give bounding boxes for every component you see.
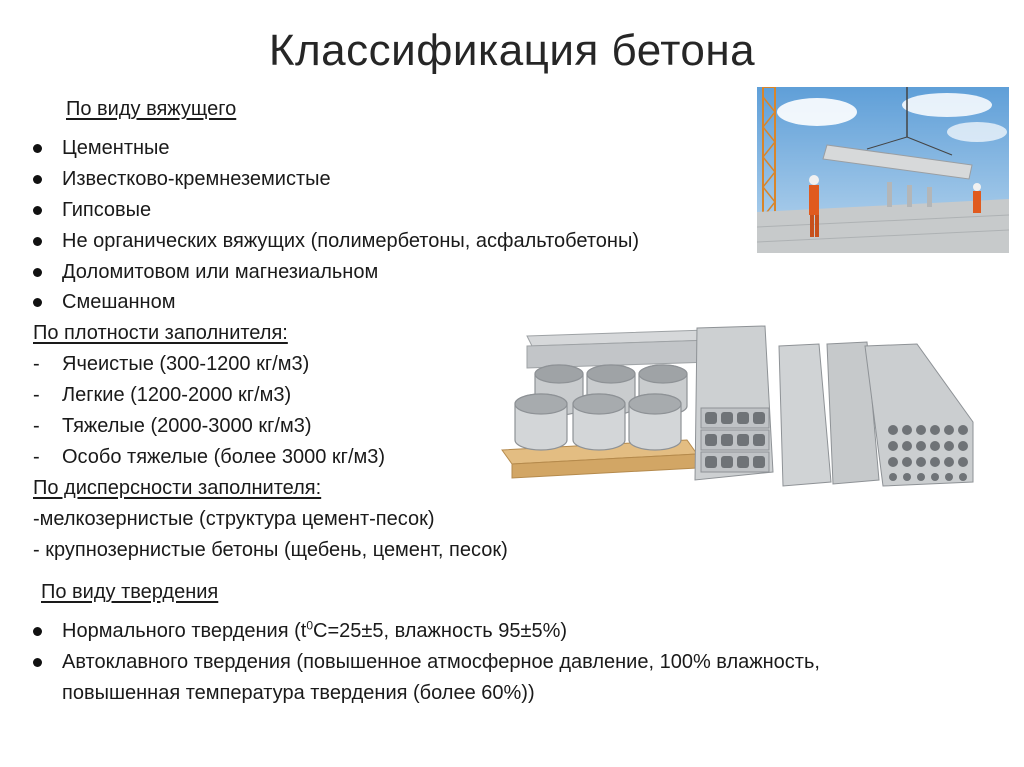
dispersion-heading: По дисперсности заполнителя: [33, 477, 322, 499]
precast-products-photo [497, 322, 981, 494]
list-item: - крупнозернистые бетоны (щебень, цемент, песок) [33, 539, 508, 561]
dash-marker: - [33, 446, 40, 468]
list-item-continuation: повышенная температура твердения (более 60%)) [62, 682, 535, 704]
bullet-icon [33, 144, 42, 153]
dash-marker: - [33, 415, 40, 437]
bullet-icon [33, 658, 42, 667]
crane-slab-photo [757, 87, 1009, 253]
bullet-icon [33, 175, 42, 184]
binder-heading: По виду вяжущего [66, 98, 237, 120]
density-heading: По плотности заполнителя: [33, 322, 288, 344]
dash-marker: - [33, 384, 40, 406]
dash-marker: - [33, 353, 40, 375]
bullet-icon [33, 206, 42, 215]
bullet-icon [33, 268, 42, 277]
bullet-icon [33, 298, 42, 307]
hardening-heading: По виду твердения [41, 581, 219, 603]
bullet-icon [33, 237, 42, 246]
page-title: Классификация бетона [268, 26, 756, 75]
bullet-icon [33, 627, 42, 636]
list-item: -мелкозернистые (структура цемент-песок) [33, 508, 435, 530]
